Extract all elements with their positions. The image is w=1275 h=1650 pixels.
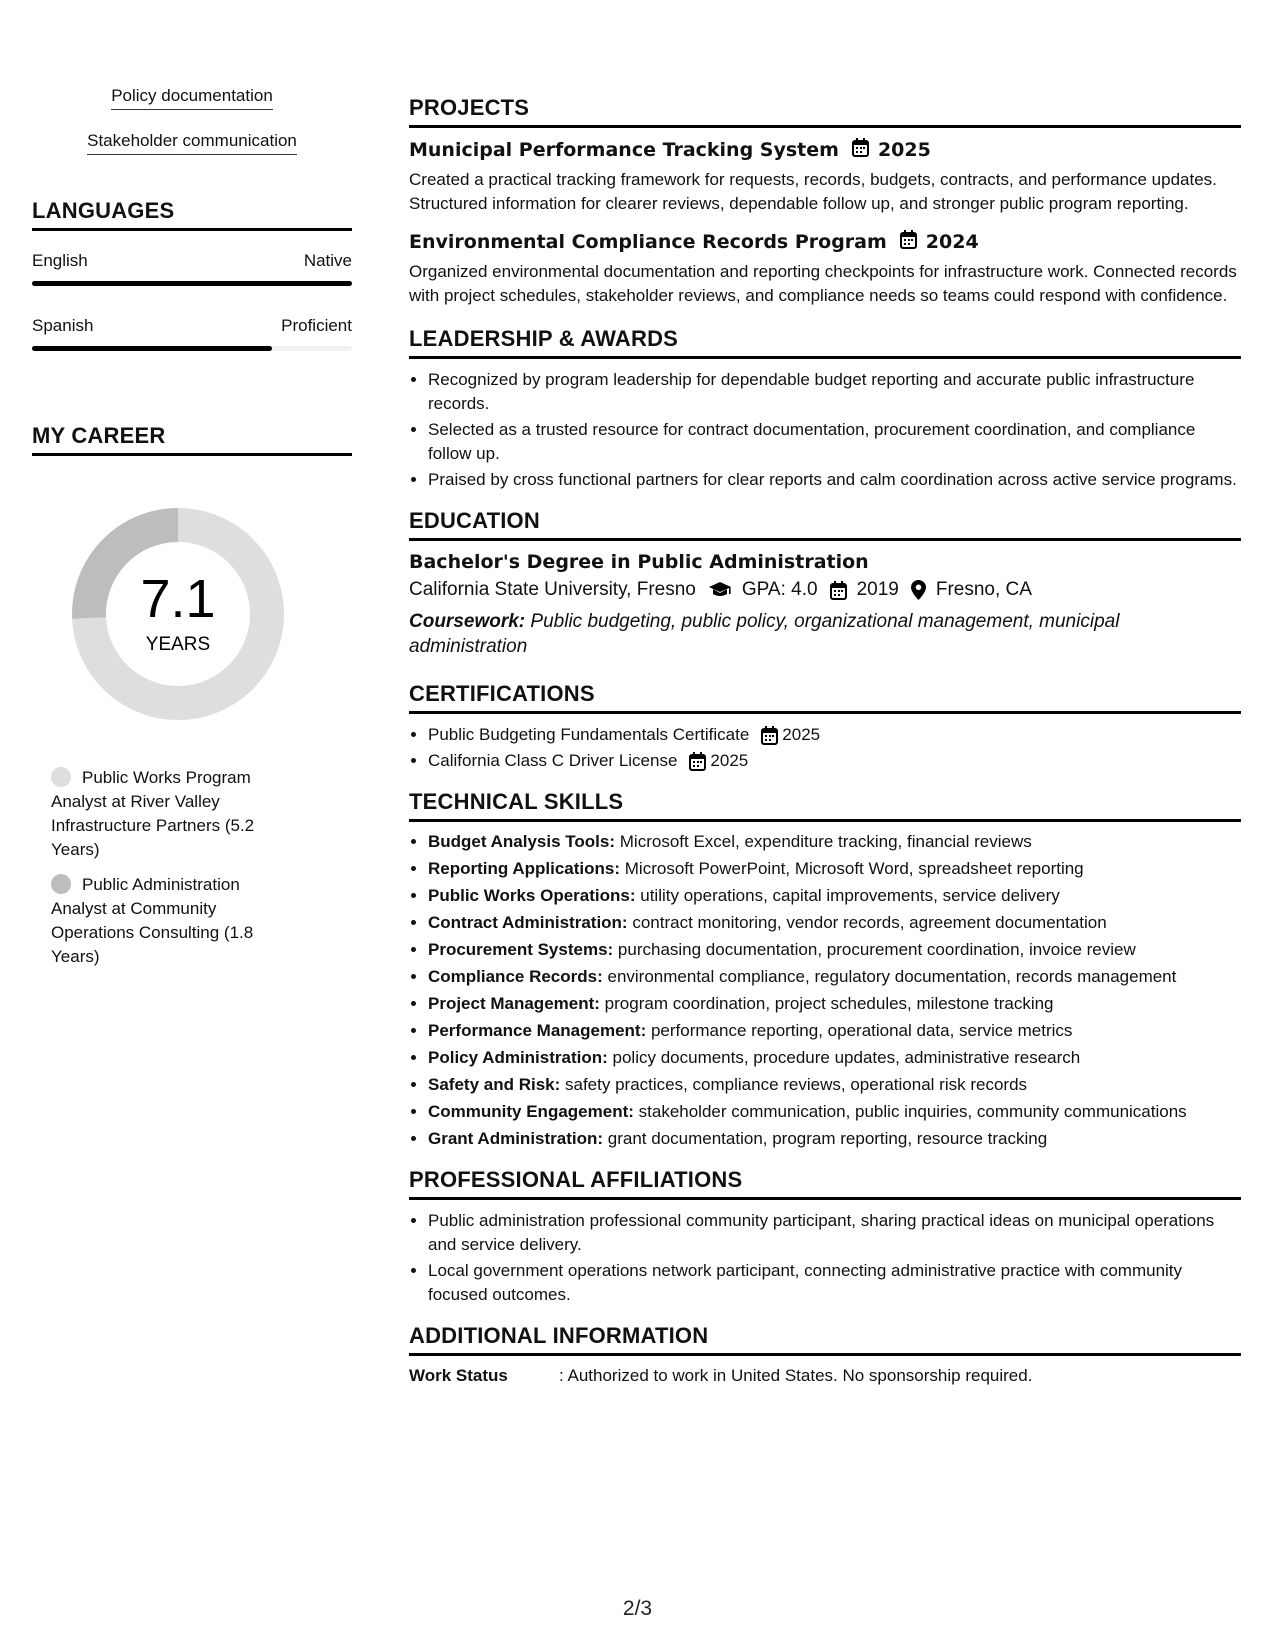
languages-heading: LANGUAGES: [32, 198, 352, 231]
skill-label: Policy Administration:: [428, 1048, 608, 1067]
proficiency-bar: [32, 346, 352, 351]
certification-item: [428, 723, 1241, 747]
project-item: [409, 230, 1241, 308]
education-degree: Bachelor's Degree in Public Administration: [409, 551, 869, 573]
list-item: • Public administration professional community participant, sharing practical ideas on municipal operations and service delivery.: [428, 1209, 1241, 1257]
certification-item: [428, 749, 1241, 773]
certification-year: 2025: [710, 751, 749, 770]
coursework-text: Public budgeting, public policy, organizational management, municipal administration: [409, 611, 1120, 657]
right-column: [409, 95, 1241, 1386]
skill-tag: Stakeholder communication: [87, 131, 297, 155]
list-item: • Recognized by program leadership for dependable budget reporting and accurate public infrastructure records.: [428, 368, 1241, 416]
skill-item: [428, 938, 1241, 962]
calendar-icon: [761, 726, 778, 745]
skill-item: [428, 965, 1241, 989]
skill-label: Budget Analysis Tools:: [428, 832, 616, 851]
skill-item: [428, 911, 1241, 935]
proficiency-bar-fill: [32, 281, 352, 286]
language-item: [32, 316, 352, 351]
career-role: Public Administration Analyst at Community Operations Consulting (1.8 Years): [51, 875, 254, 966]
technical-skills-list: [409, 830, 1241, 1151]
skill-item: [428, 1100, 1241, 1124]
skill-value: environmental compliance, regulatory documentation, records management: [607, 967, 1177, 986]
graduation-cap-icon: [708, 581, 732, 599]
career-legend-item: [51, 873, 291, 969]
education-year: 2019: [856, 579, 899, 600]
affiliations-list: [409, 1209, 1241, 1307]
work-status-row: [409, 1366, 1241, 1386]
certifications-heading: CERTIFICATIONS: [409, 681, 1241, 714]
career-donut-chart: [64, 500, 292, 728]
skill-label: Contract Administration:: [428, 913, 628, 932]
skill-value: Microsoft PowerPoint, Microsoft Word, spreadsheet reporting: [624, 859, 1084, 878]
skill-value: safety practices, compliance reviews, operational risk records: [565, 1075, 1028, 1094]
skill-label: Compliance Records:: [428, 967, 603, 986]
skill-label: Procurement Systems:: [428, 940, 614, 959]
legend-dot-icon: [51, 874, 71, 894]
skill-label: Performance Management:: [428, 1021, 647, 1040]
career-legend-item: [51, 766, 291, 862]
project-description: Organized environmental documentation and reporting checkpoints for infrastructure work. Connected records with project schedules, stakeholder reviews, and compliance needs so teams could respond with confidence.: [409, 262, 1237, 305]
affiliations-heading: PROFESSIONAL AFFILIATIONS: [409, 1167, 1241, 1200]
list-item: • Selected as a trusted resource for contract documentation, procurement coordination, and compliance follow up.: [428, 418, 1241, 466]
skill-value: grant documentation, program reporting, resource tracking: [607, 1129, 1048, 1148]
calendar-icon: [852, 138, 869, 162]
skill-label: Public Works Operations:: [428, 886, 636, 905]
proficiency-bar: [32, 281, 352, 286]
calendar-icon: [689, 752, 706, 771]
education-heading: EDUCATION: [409, 508, 1241, 541]
career-total-unit: YEARS: [145, 634, 211, 655]
skill-item: [428, 1127, 1241, 1151]
skill-label: Community Engagement:: [428, 1102, 634, 1121]
skill-item: [428, 857, 1241, 881]
list-item: • Praised by cross functional partners for clear reports and calm coordination across active service programs.: [428, 468, 1241, 492]
list-item: • Local government operations network participant, connecting administrative practice with community focused outcomes.: [428, 1259, 1241, 1307]
project-title: Environmental Compliance Records Program: [409, 231, 887, 253]
language-item: [32, 251, 352, 286]
skill-value: contract monitoring, vendor records, agreement documentation: [632, 913, 1107, 932]
calendar-icon: [900, 230, 917, 254]
skill-item: [428, 884, 1241, 908]
location-pin-icon: [911, 580, 926, 600]
education-school: California State University, Fresno: [409, 579, 696, 600]
proficiency-bar-fill: [32, 346, 272, 351]
language-level: Proficient: [281, 316, 352, 335]
education-gpa: GPA: 4.0: [741, 579, 818, 600]
career-role: Public Works Program Analyst at River Valley Infrastructure Partners (5.2 Years): [51, 768, 255, 859]
certification-year: 2025: [782, 725, 821, 744]
skill-tag: Policy documentation: [111, 86, 273, 110]
calendar-icon: [830, 581, 847, 600]
project-description: Created a practical tracking framework for requests, records, budgets, contracts, and performance updates. Structured information for clearer reviews, dependable follow up, and stronger public program reporting.: [409, 170, 1217, 213]
education-location: Fresno, CA: [935, 579, 1032, 600]
project-year: 2025: [877, 139, 931, 161]
language-name: English: [32, 251, 88, 270]
career-legend: [51, 766, 291, 969]
skill-value: performance reporting, operational data, service metrics: [650, 1021, 1073, 1040]
work-status-value: : Authorized to work in United States. No sponsorship required.: [559, 1366, 1033, 1385]
education-coursework: [409, 609, 1241, 659]
skill-item: [428, 1019, 1241, 1043]
skill-label: Grant Administration:: [428, 1129, 604, 1148]
language-level: Native: [303, 251, 352, 270]
skill-item: [428, 1073, 1241, 1097]
projects-heading: PROJECTS: [409, 95, 1241, 128]
work-status-label: Work Status: [409, 1366, 508, 1385]
page-number: 2/3: [622, 1597, 653, 1620]
skill-label: Project Management:: [428, 994, 600, 1013]
skill-label: Safety and Risk:: [428, 1075, 561, 1094]
certifications-list: [409, 723, 1241, 773]
left-column: [32, 86, 352, 980]
additional-info-heading: ADDITIONAL INFORMATION: [409, 1323, 1241, 1356]
skill-item: [428, 830, 1241, 854]
skill-item: [428, 1046, 1241, 1070]
project-year: 2024: [925, 231, 979, 253]
career-total-value: 7.1: [140, 569, 216, 629]
skill-value: utility operations, capital improvements, service delivery: [640, 886, 1060, 905]
technical-skills-heading: TECHNICAL SKILLS: [409, 789, 1241, 822]
coursework-label: Coursework:: [409, 611, 526, 632]
skill-value: policy documents, procedure updates, administrative research: [612, 1048, 1081, 1067]
skill-value: purchasing documentation, procurement coordination, invoice review: [617, 940, 1136, 959]
skill-item: [428, 992, 1241, 1016]
skill-tags: [32, 86, 352, 176]
education-meta: [409, 579, 1241, 601]
language-name: Spanish: [32, 316, 94, 335]
skill-label: Reporting Applications:: [428, 859, 621, 878]
certification-name: • California Class C Driver License: [428, 751, 678, 770]
skill-value: stakeholder communication, public inquiries, community communications: [638, 1102, 1187, 1121]
legend-dot-icon: [51, 767, 71, 787]
certification-name: • Public Budgeting Fundamentals Certificate: [428, 725, 750, 744]
skill-value: Microsoft Excel, expenditure tracking, financial reviews: [619, 832, 1032, 851]
leadership-heading: LEADERSHIP & AWARDS: [409, 326, 1241, 359]
skill-value: program coordination, project schedules, milestone tracking: [604, 994, 1054, 1013]
leadership-list: [409, 368, 1241, 492]
project-item: [409, 138, 1241, 216]
project-title: Municipal Performance Tracking System: [409, 139, 839, 161]
career-heading: MY CAREER: [32, 423, 352, 456]
